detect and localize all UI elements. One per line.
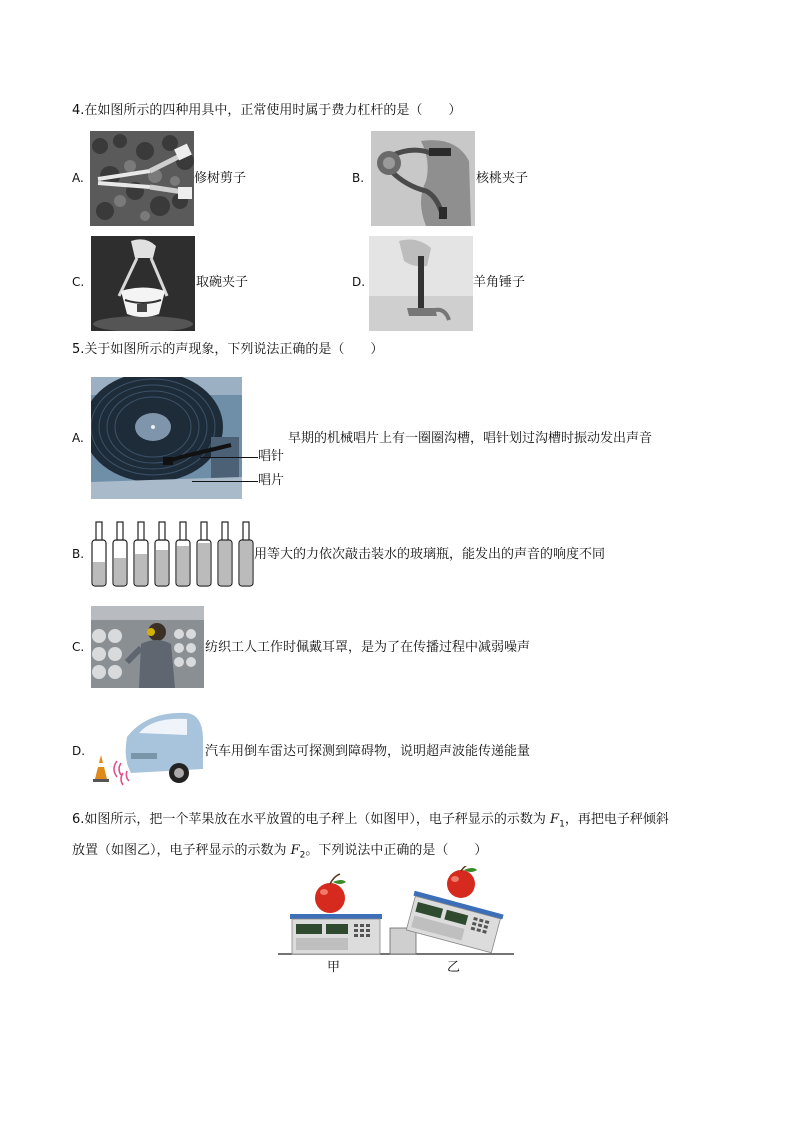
walnut-cracker-image <box>371 131 475 226</box>
q5-option-b-caption: 用等大的力依次敲击装水的玻璃瓶，能发出的声音的响度不同 <box>254 547 606 562</box>
q4-option-a-letter: A. <box>72 171 84 185</box>
q6-line2-text-b: 。下列说法中正确的是（ ） <box>305 843 488 858</box>
needle-label: 唱针 <box>258 449 285 464</box>
f1-symbol: F <box>550 812 560 827</box>
q4-option-d-caption: 羊角锤子 <box>473 275 526 290</box>
q4-option-d-letter: D. <box>352 275 366 289</box>
q5-option-d-letter: D. <box>72 744 86 758</box>
level-scale <box>290 874 382 954</box>
f2-symbol: F <box>290 843 300 858</box>
q4-option-c-caption: 取碗夹子 <box>196 275 249 290</box>
q5-option-d-caption: 汽车用倒车雷达可探测到障碍物，说明超声波能传递能量 <box>205 744 531 759</box>
q6-line-1 <box>72 810 669 835</box>
q5-option-a-caption: 早期的机械唱片上有一圈圈沟槽，唱针划过沟槽时振动发出声音 <box>288 431 653 446</box>
q6-line1-text-b: ，再把电子秤倾斜 <box>564 812 669 827</box>
fig-label-jia: 甲 <box>327 960 341 975</box>
bowl-tongs-image <box>91 236 195 331</box>
q4-option-a-caption: 修树剪子 <box>194 171 247 186</box>
q4-option-b-letter: B. <box>352 171 365 185</box>
q6-line-2 <box>72 841 487 866</box>
textile-worker-image <box>91 606 204 688</box>
claw-hammer-image <box>369 236 473 331</box>
fig-label-yi: 乙 <box>447 960 461 975</box>
q5-option-c-caption: 纺织工人工作时佩戴耳罩，是为了在传播过程中减弱噪声 <box>205 640 531 655</box>
pruning-shears-image <box>90 131 194 226</box>
q5-stem: 5.关于如图所示的声现象，下列说法正确的是（ ） <box>72 342 384 357</box>
q4-option-c-letter: C. <box>72 275 85 289</box>
tilted-scale <box>404 891 503 953</box>
scales-figure <box>278 866 514 958</box>
q5-option-a-letter: A. <box>72 431 84 445</box>
f2-subscript: 2 <box>299 850 306 861</box>
q6-line2-text-a: 放置（如图乙），电子秤显示的示数为 <box>72 843 291 858</box>
f1-subscript: 1 <box>559 819 565 830</box>
q4-option-b-caption: 核桃夹子 <box>476 171 529 186</box>
water-bottles-image <box>89 518 254 588</box>
reversing-radar-car-image <box>87 707 204 787</box>
q4-stem: 4.在如图所示的四种用具中，正常使用时属于费力杠杆的是（ ） <box>72 103 462 118</box>
q6-line1-text-a: 6.如图所示，把一个苹果放在水平放置的电子秤上（如图甲），电子秤显示的示数为 <box>72 812 551 827</box>
record-pointer-line <box>192 481 258 482</box>
needle-pointer-line <box>200 457 258 458</box>
record-label: 唱片 <box>258 473 285 488</box>
q5-option-c-letter: C. <box>72 640 85 654</box>
q5-option-b-letter: B. <box>72 547 85 561</box>
